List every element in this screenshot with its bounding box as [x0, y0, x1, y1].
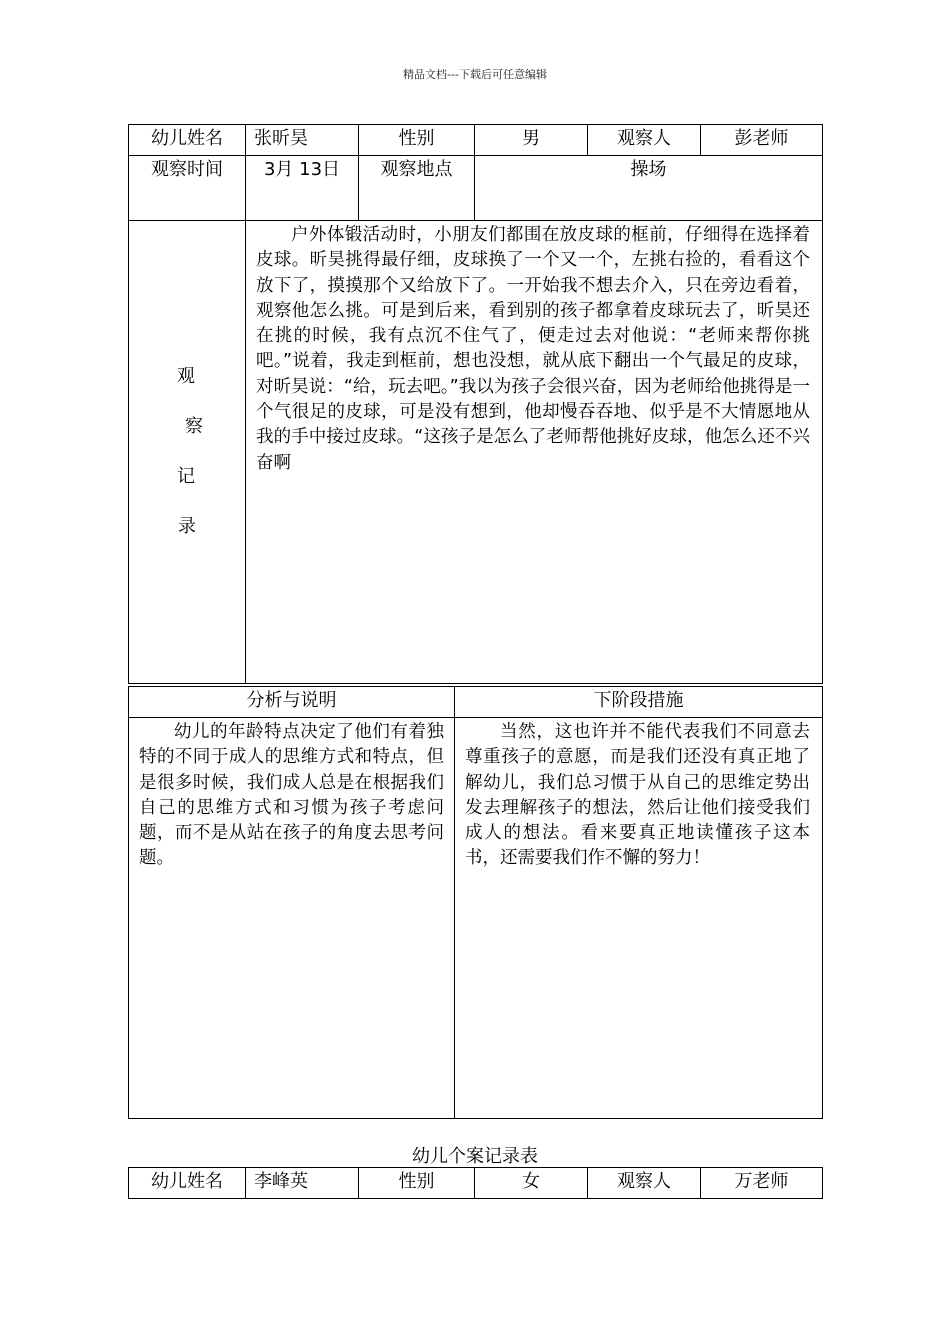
time-label: 观察时间	[129, 156, 246, 221]
section-title: 幼儿个案记录表	[412, 1146, 538, 1167]
analysis-label: 分析与说明	[129, 687, 455, 718]
observer-label: 观察人	[588, 125, 701, 156]
child-name-value: 张昕昊	[246, 125, 359, 156]
observer-label: 观察人	[588, 1168, 701, 1199]
next-steps-label: 下阶段措施	[455, 687, 823, 718]
child-name-value: 李峰英	[246, 1168, 359, 1199]
child-name-label: 幼儿姓名	[129, 1168, 246, 1199]
place-value: 操场	[475, 156, 823, 221]
record-label	[129, 221, 246, 684]
record-label-char: 录	[178, 516, 196, 537]
observer-value: 彭老师	[701, 125, 823, 156]
record-label-char: 记	[177, 466, 195, 487]
record-label-char: 观	[177, 366, 195, 387]
next-steps-text: 当然，这也许并不能代表我们不同意去尊重孩子的意愿，而是我们还没有真正地了解幼儿，我们总习惯于从自己的思维定势出发去理解孩子的想法，然后让他们接受我们成人的想法。看来要真正地读懂孩子这本书，还需要我们作不懈的努力！	[455, 718, 823, 1119]
page-header-note: 精品文档---下载后可任意编辑	[403, 68, 547, 81]
gender-value: 男	[475, 125, 588, 156]
gender-label: 性别	[359, 125, 475, 156]
time-value: 3月 13日	[246, 156, 359, 221]
record-label-char: 察	[185, 416, 203, 437]
observer-value: 万老师	[701, 1168, 823, 1199]
record2-info-table	[128, 1167, 823, 1199]
record1-info-table	[128, 124, 823, 684]
gender-label: 性别	[359, 1168, 475, 1199]
gender-value: 女	[475, 1168, 588, 1199]
analysis-text: 幼儿的年龄特点决定了他们有着独特的不同于成人的思维方式和特点，但是很多时候，我们成人总是在根据我们自己的思维方式和习惯为孩子考虑问题，而不是从站在孩子的角度去思考问题。	[129, 718, 455, 1119]
place-label: 观察地点	[359, 156, 475, 221]
observation-record-text: 户外体锻活动时，小朋友们都围在放皮球的框前，仔细得在选择着皮球。昕昊挑得最仔细，皮球换了一个又一个，左挑右捡的，看看这个放下了，摸摸那个又给放下了。一开始我不想去介入，只在旁边看着，观察他怎么挑。可是到后来，看到别的孩子都拿着皮球玩去了，昕昊还在挑的时候，我有点沉不住气了，便走过去对他说：“老师来帮你挑吧。”说着，我走到框前，想也没想，就从底下翻出一个气最足的皮球，对昕昊说：“给，玩去吧。”我以为孩子会很兴奋，因为老师给他挑得是一个气很足的皮球，可是没有想到，他却慢吞吞地、似乎是不大情愿地从我的手中接过皮球。“这孩子是怎么了老师帮他挑好皮球，他怎么还不兴奋啊	[246, 221, 823, 684]
child-name-label: 幼儿姓名	[129, 125, 246, 156]
record1-analysis-table	[128, 686, 823, 1119]
